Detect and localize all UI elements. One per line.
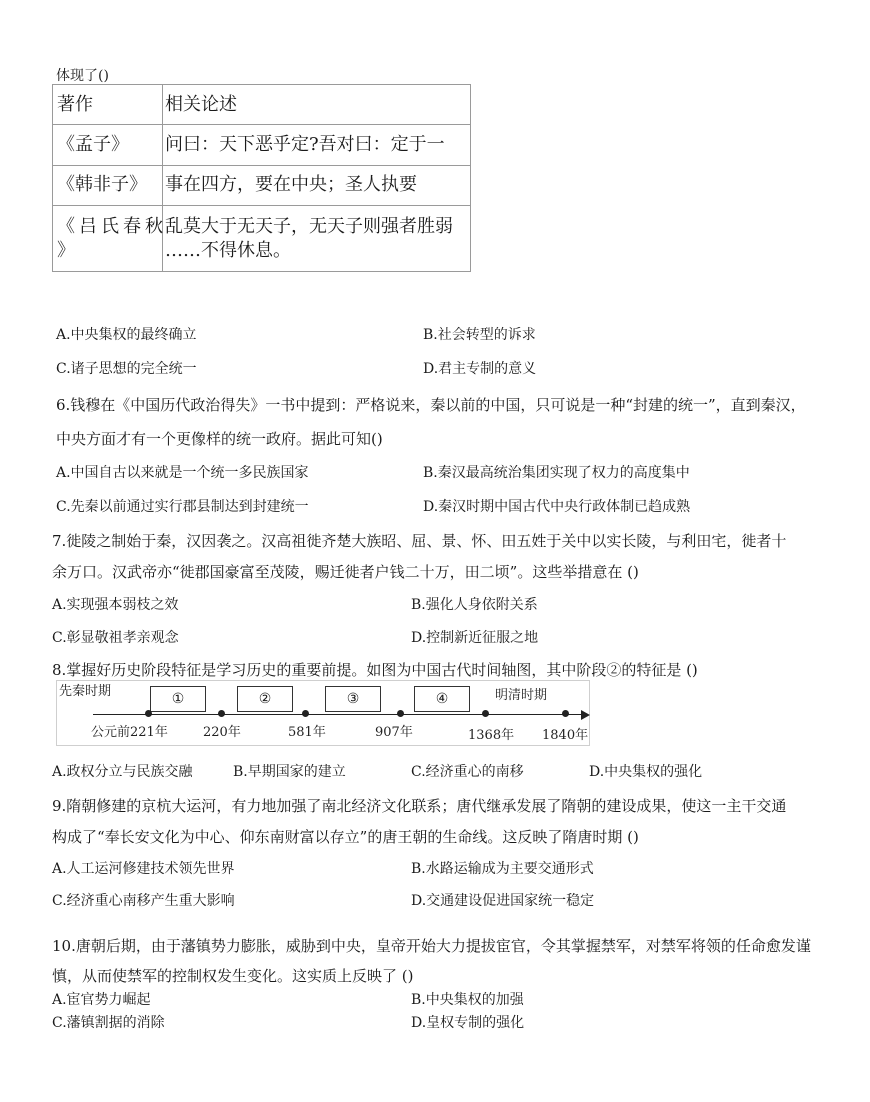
option-a[interactable]: A.政权分立与民族交融	[52, 764, 193, 780]
question-8-stem: 8.掌握好历史阶段特征是学习历史的重要前提。如图为中国古代时间轴图，其中阶段②的特征是 ()	[52, 661, 698, 679]
table-cell-work: 》	[57, 240, 75, 261]
table-cell-work: 《吕氏春秋	[57, 216, 167, 237]
quotation-table	[52, 84, 471, 272]
table-cell-work: 《孟子》	[57, 134, 129, 155]
option-d[interactable]: D.控制新近征服之地	[411, 630, 539, 646]
timeline-year: 581年	[288, 725, 326, 740]
option-d[interactable]: D.中央集权的强化	[589, 764, 703, 780]
timeline-year: 220年	[203, 725, 241, 740]
question-6-stem: 中央方面才有一个更像样的统一政府。据此可知()	[56, 430, 383, 448]
timeline-end-label: 明清时期	[495, 688, 548, 703]
option-a[interactable]: A.实现强本弱枝之效	[52, 597, 179, 613]
table-row-divider	[53, 205, 470, 206]
question-7-stem: 余万口。汉武帝亦“徙郡国豪富至茂陵，赐迁徙者户钱二十万，田二顷”。这些举措意在 ()	[52, 563, 639, 581]
table-row-divider	[53, 124, 470, 125]
option-c[interactable]: C.藩镇割据的消除	[52, 1015, 165, 1031]
timeline-arrow-icon	[581, 710, 590, 720]
option-d[interactable]: D.秦汉时期中国古代中央行政体制已趋成熟	[423, 499, 691, 515]
option-d[interactable]: D.皇权专制的强化	[411, 1015, 525, 1031]
question-10-stem: 10.唐朝后期，由于藩镇势力膨胀，威胁到中央，皇帝开始大力提拔宦官，令其掌握禁军，对禁军将领的任命愈发谨	[52, 937, 811, 955]
question-6-stem: 6.钱穆在《中国历代政治得失》一书中提到：严格说来，秦以前的中国，只可说是一种“封建的统一”，直到秦汉，	[56, 396, 806, 414]
table-column-divider	[162, 85, 163, 271]
option-c[interactable]: C.诸子思想的完全统一	[56, 361, 197, 377]
option-c[interactable]: C.先秦以前通过实行郡县制达到封建统一	[56, 499, 309, 515]
option-b[interactable]: B.秦汉最高统治集团实现了权力的高度集中	[423, 465, 690, 481]
timeline-axis	[93, 714, 585, 715]
table-cell-text: 问曰：天下恶乎定?吾对曰：定于一	[165, 134, 445, 155]
timeline-point	[397, 710, 404, 717]
table-header-work: 著作	[57, 94, 93, 115]
option-b[interactable]: B.强化人身依附关系	[411, 597, 538, 613]
option-b[interactable]: B.中央集权的加强	[411, 992, 524, 1008]
timeline-stage-3: ③	[325, 686, 381, 712]
option-a[interactable]: A.中国自古以来就是一个统一多民族国家	[56, 465, 309, 481]
timeline-point	[562, 710, 569, 717]
timeline-figure	[56, 680, 590, 746]
timeline-stage-2: ②	[237, 686, 293, 712]
option-c[interactable]: C.经济重心南移产生重大影响	[52, 893, 235, 909]
question-9-stem: 9.隋朝修建的京杭大运河，有力地加强了南北经济文化联系；唐代继承发展了隋朝的建设成果，使这一主干交通	[52, 797, 787, 815]
table-cell-text: ……不得休息。	[165, 240, 291, 261]
table-cell-text: 乱莫大于无天子，无天子则强者胜弱	[165, 216, 453, 237]
timeline-point	[218, 710, 225, 717]
timeline-point	[482, 710, 489, 717]
table-header-statement: 相关论述	[165, 94, 237, 115]
question-intro: 体现了()	[56, 68, 109, 84]
timeline-stage-4: ④	[414, 686, 470, 712]
question-10-stem: 慎，从而使禁军的控制权发生变化。这实质上反映了 ()	[52, 967, 414, 985]
timeline-point	[145, 710, 152, 717]
table-cell-text: 事在四方，要在中央；圣人执要	[165, 174, 417, 195]
timeline-start-label: 先秦时期	[59, 684, 112, 699]
option-a[interactable]: A.中央集权的最终确立	[56, 327, 197, 343]
option-a[interactable]: A.人工运河修建技术领先世界	[52, 861, 235, 877]
table-row-divider	[53, 165, 470, 166]
option-a[interactable]: A.宦官势力崛起	[52, 992, 151, 1008]
question-9-stem: 构成了“奉长安文化为中心、仰东南财富以存立”的唐王朝的生命线。这反映了隋唐时期 ()	[52, 828, 639, 846]
option-b[interactable]: B.早期国家的建立	[233, 764, 346, 780]
timeline-year: 1368年	[468, 728, 515, 743]
option-d[interactable]: D.交通建设促进国家统一稳定	[411, 893, 595, 909]
timeline-year: 907年	[375, 725, 413, 740]
timeline-year: 公元前221年	[91, 725, 168, 740]
option-b[interactable]: B.社会转型的诉求	[423, 327, 536, 343]
option-b[interactable]: B.水路运输成为主要交通形式	[411, 861, 594, 877]
timeline-point	[302, 710, 309, 717]
option-c[interactable]: C.经济重心的南移	[411, 764, 524, 780]
table-cell-work: 《韩非子》	[57, 174, 147, 195]
question-7-stem: 7.徙陵之制始于秦，汉因袭之。汉高祖徙齐楚大族昭、屈、景、怀、田五姓于关中以实长陵，与利田宅，徙者十	[52, 532, 787, 550]
timeline-year: 1840年	[542, 728, 589, 743]
timeline-stage-1: ①	[150, 686, 206, 712]
option-c[interactable]: C.彰显敬祖孝亲观念	[52, 630, 179, 646]
option-d[interactable]: D.君主专制的意义	[423, 361, 537, 377]
